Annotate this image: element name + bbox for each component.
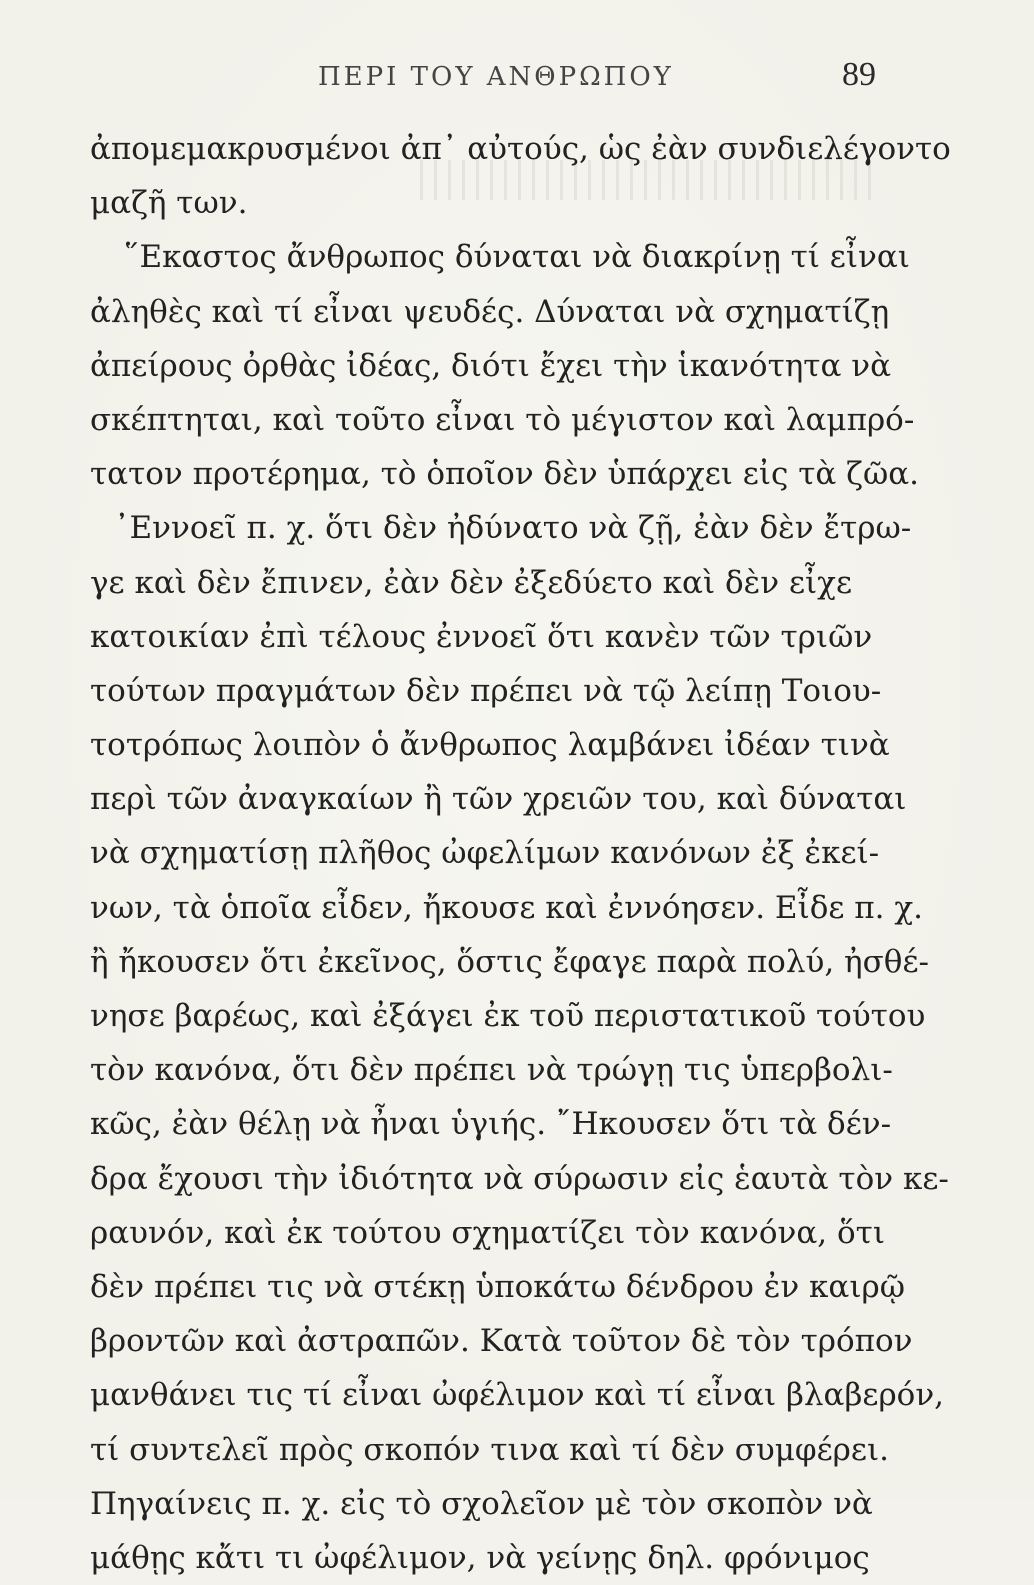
text-line: μάθῃς κἄτι τι ὠφέλιμον, νὰ γείνῃς δηλ. φρόνιμος (90, 1539, 870, 1576)
text-line: κῶς, ἐὰν θέλῃ νὰ ἦναι ὑγιής. ῎Ηκουσεν ὅτι τὰ δέν- (90, 1106, 892, 1143)
text-line: τοτρόπως λοιπὸν ὁ ἄνθρωπος λαμβάνει ἰδέαν τινὰ (90, 727, 890, 764)
text-line: κατοικίαν ἐπὶ τέλους ἐννοεῖ ὅτι κανὲν τῶν τριῶν (90, 618, 873, 655)
running-header (0, 56, 1034, 102)
text-line: ἢ ἤκουσεν ὅτι ἐκεῖνος, ὅστις ἔφαγε παρὰ πολύ, ἠσθέ- (90, 943, 929, 980)
text-line: τὸν κανόνα, ὅτι δὲν πρέπει νὰ τρώγῃ τις ὑπερβολι- (90, 1052, 893, 1089)
text-line: ῞Εκαστος ἄνθρωπος δύναται νὰ διακρίνῃ τί εἶναι (124, 239, 910, 276)
text-line: ἀπείρους ὀρθὰς ἰδέας, διότι ἔχει τὴν ἱκανότητα νὰ (90, 347, 892, 384)
text-line: νων, τὰ ὁποῖα εἶδεν, ἤκουσε καὶ ἐννόησεν. Εἶδε π. χ. (90, 889, 924, 926)
page-number: 89 (842, 56, 876, 93)
text-line: ἀπομεμακρυσμένοι ἀπ᾿ αὐτούς, ὡς ἐὰν συνδιελέγοντο (90, 131, 951, 167)
text-line: Πηγαίνεις π. χ. εἰς τὸ σχολεῖον μὲ τὸν σκοπὸν νὰ (90, 1485, 873, 1522)
text-line: νὰ σχηματίσῃ πλῆθος ὠφελίμων κανόνων ἐξ ἐκεί- (90, 835, 880, 872)
text-line: περὶ τῶν ἀναγκαίων ἢ τῶν χρειῶν του, καὶ δύναται (90, 781, 907, 818)
running-title: ΠΕΡΙ ΤΟΥ ΑΝΘΡΩΠΟΥ (318, 62, 674, 92)
text-line: δρα ἔχουσι τὴν ἰδιότητα νὰ σύρωσιν εἰς ἑαυτὰ τὸν κε- (90, 1160, 949, 1197)
text-line: ραυνόν, καὶ ἐκ τούτου σχηματίζει τὸν κανόνα, ὅτι (90, 1214, 885, 1251)
text-line: δὲν πρέπει τις νὰ στέκῃ ὑποκάτω δένδρου ἐν καιρῷ (90, 1268, 906, 1305)
text-line: μανθάνει τις τί εἶναι ὠφέλιμον καὶ τί εἶναι βλαβερόν, (90, 1377, 945, 1414)
text-line: σκέπτηται, καὶ τοῦτο εἶναι τὸ μέγιστον καὶ λαμπρό- (90, 401, 915, 438)
text-line: τούτων πραγμάτων δὲν πρέπει νὰ τῷ λείπῃ Τοιου- (90, 672, 882, 709)
text-line: τατον προτέρημα, τὸ ὁποῖον δὲν ὑπάρχει εἰς τὰ ζῶα. (90, 456, 920, 493)
text-line: βροντῶν καὶ ἀστραπῶν. Κατὰ τοῦτον δὲ τὸν τρόπον (90, 1323, 913, 1360)
text-line: ᾿Εννοεῖ π. χ. ὅτι δὲν ἠδύνατο νὰ ζῇ, ἐὰν δὲν ἔτρω- (114, 510, 912, 547)
text-line: τί συντελεῖ πρὸς σκοπόν τινα καὶ τί δὲν συμφέρει. (90, 1431, 889, 1468)
body-text (90, 122, 951, 1585)
text-line: νησε βαρέως, καὶ ἐξάγει ἐκ τοῦ περιστατικοῦ τούτου (90, 998, 926, 1034)
text-line: γε καὶ δὲν ἔπινεν, ἐὰν δὲν ἐξεδύετο καὶ δὲν εἶχε (90, 564, 853, 601)
text-line: μαζῆ των. (90, 185, 248, 222)
text-line: ἀληθὲς καὶ τί εἶναι ψευδές. Δύναται νὰ σχηματίζῃ (90, 293, 890, 330)
